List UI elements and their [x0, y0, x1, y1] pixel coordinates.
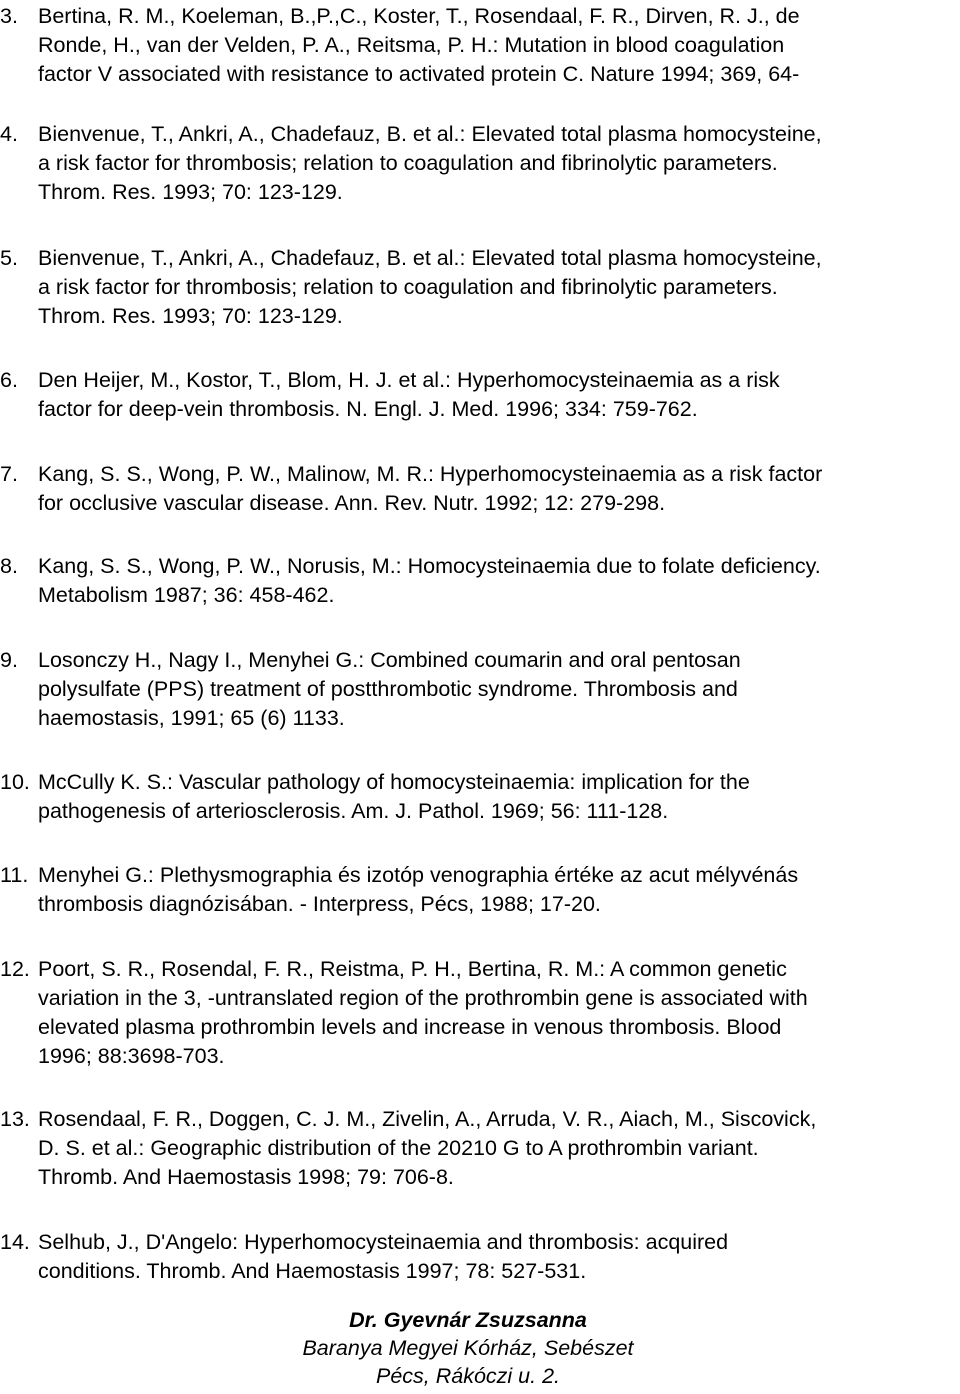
reference-line: a risk factor for thrombosis; relation to coagulation and fibrinolytic parameters.: [38, 275, 778, 299]
reference-line: Metabolism 1987; 36: 458-462.: [38, 583, 335, 607]
reference-line: for occlusive vascular disease. Ann. Rev. Nutr. 1992; 12: 279-298.: [38, 491, 666, 515]
reference-number: 5.: [0, 246, 18, 270]
reference-text: [38, 2, 960, 89]
reference-line: Kang, S. S., Wong, P. W., Norusis, M.: Homocysteinaemia due to folate deficiency.: [38, 554, 821, 578]
reference-line: Den Heijer, M., Kostor, T., Blom, H. J. et al.: Hyperhomocysteinaemia as a risk: [38, 368, 780, 392]
reference-line: Ronde, H., van der Velden, P. A., Reitsma, P. H.: Mutation in blood coagulation: [38, 33, 785, 57]
reference-line: a risk factor for thrombosis; relation to coagulation and fibrinolytic parameters.: [38, 151, 778, 175]
reference-number: 10.: [0, 770, 30, 794]
reference-line: haemostasis, 1991; 65 (6) 1133.: [38, 706, 345, 730]
reference-number: 13.: [0, 1107, 30, 1131]
reference-line: thrombosis diagnózisában. - Interpress, Pécs, 1988; 17-20.: [38, 892, 601, 916]
reference-number: 8.: [0, 554, 18, 578]
reference-number: 12.: [0, 957, 30, 981]
author-name: Dr. Gyevnár Zsuzsanna: [349, 1308, 587, 1332]
author-institution: Baranya Megyei Kórház, Sebészet: [302, 1336, 634, 1360]
reference-line: McCully K. S.: Vascular pathology of homocysteinaemia: implication for the: [38, 770, 750, 794]
reference-number: 9.: [0, 648, 18, 672]
reference-line: conditions. Thromb. And Haemostasis 1997; 78: 527-531.: [38, 1259, 587, 1283]
reference-line: Bienvenue, T., Ankri, A., Chadefauz, B. et al.: Elevated total plasma homocysteine,: [38, 122, 822, 146]
reference-number: 7.: [0, 462, 18, 486]
reference-line: variation in the 3, -untranslated region of the prothrombin gene is associated with: [38, 986, 808, 1010]
reference-line: D. S. et al.: Geographic distribution of the 20210 G to A prothrombin variant.: [38, 1136, 759, 1160]
reference-line: Selhub, J., D'Angelo: Hyperhomocysteinaemia and thrombosis: acquired: [38, 1230, 729, 1254]
author-address: Pécs, Rákóczi u. 2.: [375, 1364, 561, 1388]
reference-text: [38, 646, 960, 733]
reference-number: 11.: [0, 863, 29, 887]
reference-number: 4.: [0, 122, 18, 146]
reference-line: Rosendaal, F. R., Doggen, C. J. M., Zivelin, A., Arruda, V. R., Aiach, M., Siscovick,: [38, 1107, 817, 1131]
reference-line: factor for deep-vein thrombosis. N. Engl. J. Med. 1996; 334: 759-762.: [38, 397, 698, 421]
reference-line: polysulfate (PPS) treatment of postthrombotic syndrome. Thrombosis and: [38, 677, 738, 701]
reference-line: pathogenesis of arteriosclerosis. Am. J. Pathol. 1969; 56: 111-128.: [38, 799, 669, 823]
reference-line: Throm. Res. 1993; 70: 123-129.: [38, 304, 343, 328]
reference-text: [38, 120, 960, 207]
reference-number: 14.: [0, 1230, 30, 1254]
author-signature: [0, 1306, 936, 1390]
reference-line: Bertina, R. M., Koeleman, B.,P.,C., Koster, T., Rosendaal, F. R., Dirven, R. J., de: [38, 4, 800, 28]
reference-line: Menyhei G.: Plethysmographia és izotóp venographia értéke az acut mélyvénás: [38, 863, 799, 887]
reference-text: [38, 552, 960, 610]
reference-text: [38, 1228, 960, 1286]
reference-line: Losonczy H., Nagy I., Menyhei G.: Combined coumarin and oral pentosan: [38, 648, 741, 672]
reference-text: [38, 366, 960, 424]
reference-number: 3.: [0, 4, 18, 28]
reference-text: [38, 244, 960, 331]
reference-line: elevated plasma prothrombin levels and increase in venous thrombosis. Blood: [38, 1015, 782, 1039]
reference-line: Kang, S. S., Wong, P. W., Malinow, M. R.: Hyperhomocysteinaemia as a risk factor: [38, 462, 823, 486]
reference-line: factor V associated with resistance to activated protein C. Nature 1994; 369, 64-: [38, 62, 800, 86]
reference-text: [38, 861, 960, 919]
reference-line: 1996; 88:3698-703.: [38, 1044, 225, 1068]
reference-text: [38, 1105, 960, 1192]
reference-line: Poort, S. R., Rosendal, F. R., Reistma, P. H., Bertina, R. M.: A common genetic: [38, 957, 787, 981]
reference-line: Bienvenue, T., Ankri, A., Chadefauz, B. et al.: Elevated total plasma homocysteine,: [38, 246, 822, 270]
reference-line: Thromb. And Haemostasis 1998; 79: 706-8.: [38, 1165, 454, 1189]
reference-text: [38, 955, 960, 1071]
reference-line: Throm. Res. 1993; 70: 123-129.: [38, 180, 343, 204]
reference-text: [38, 768, 960, 826]
reference-text: [38, 460, 960, 518]
reference-number: 6.: [0, 368, 18, 392]
